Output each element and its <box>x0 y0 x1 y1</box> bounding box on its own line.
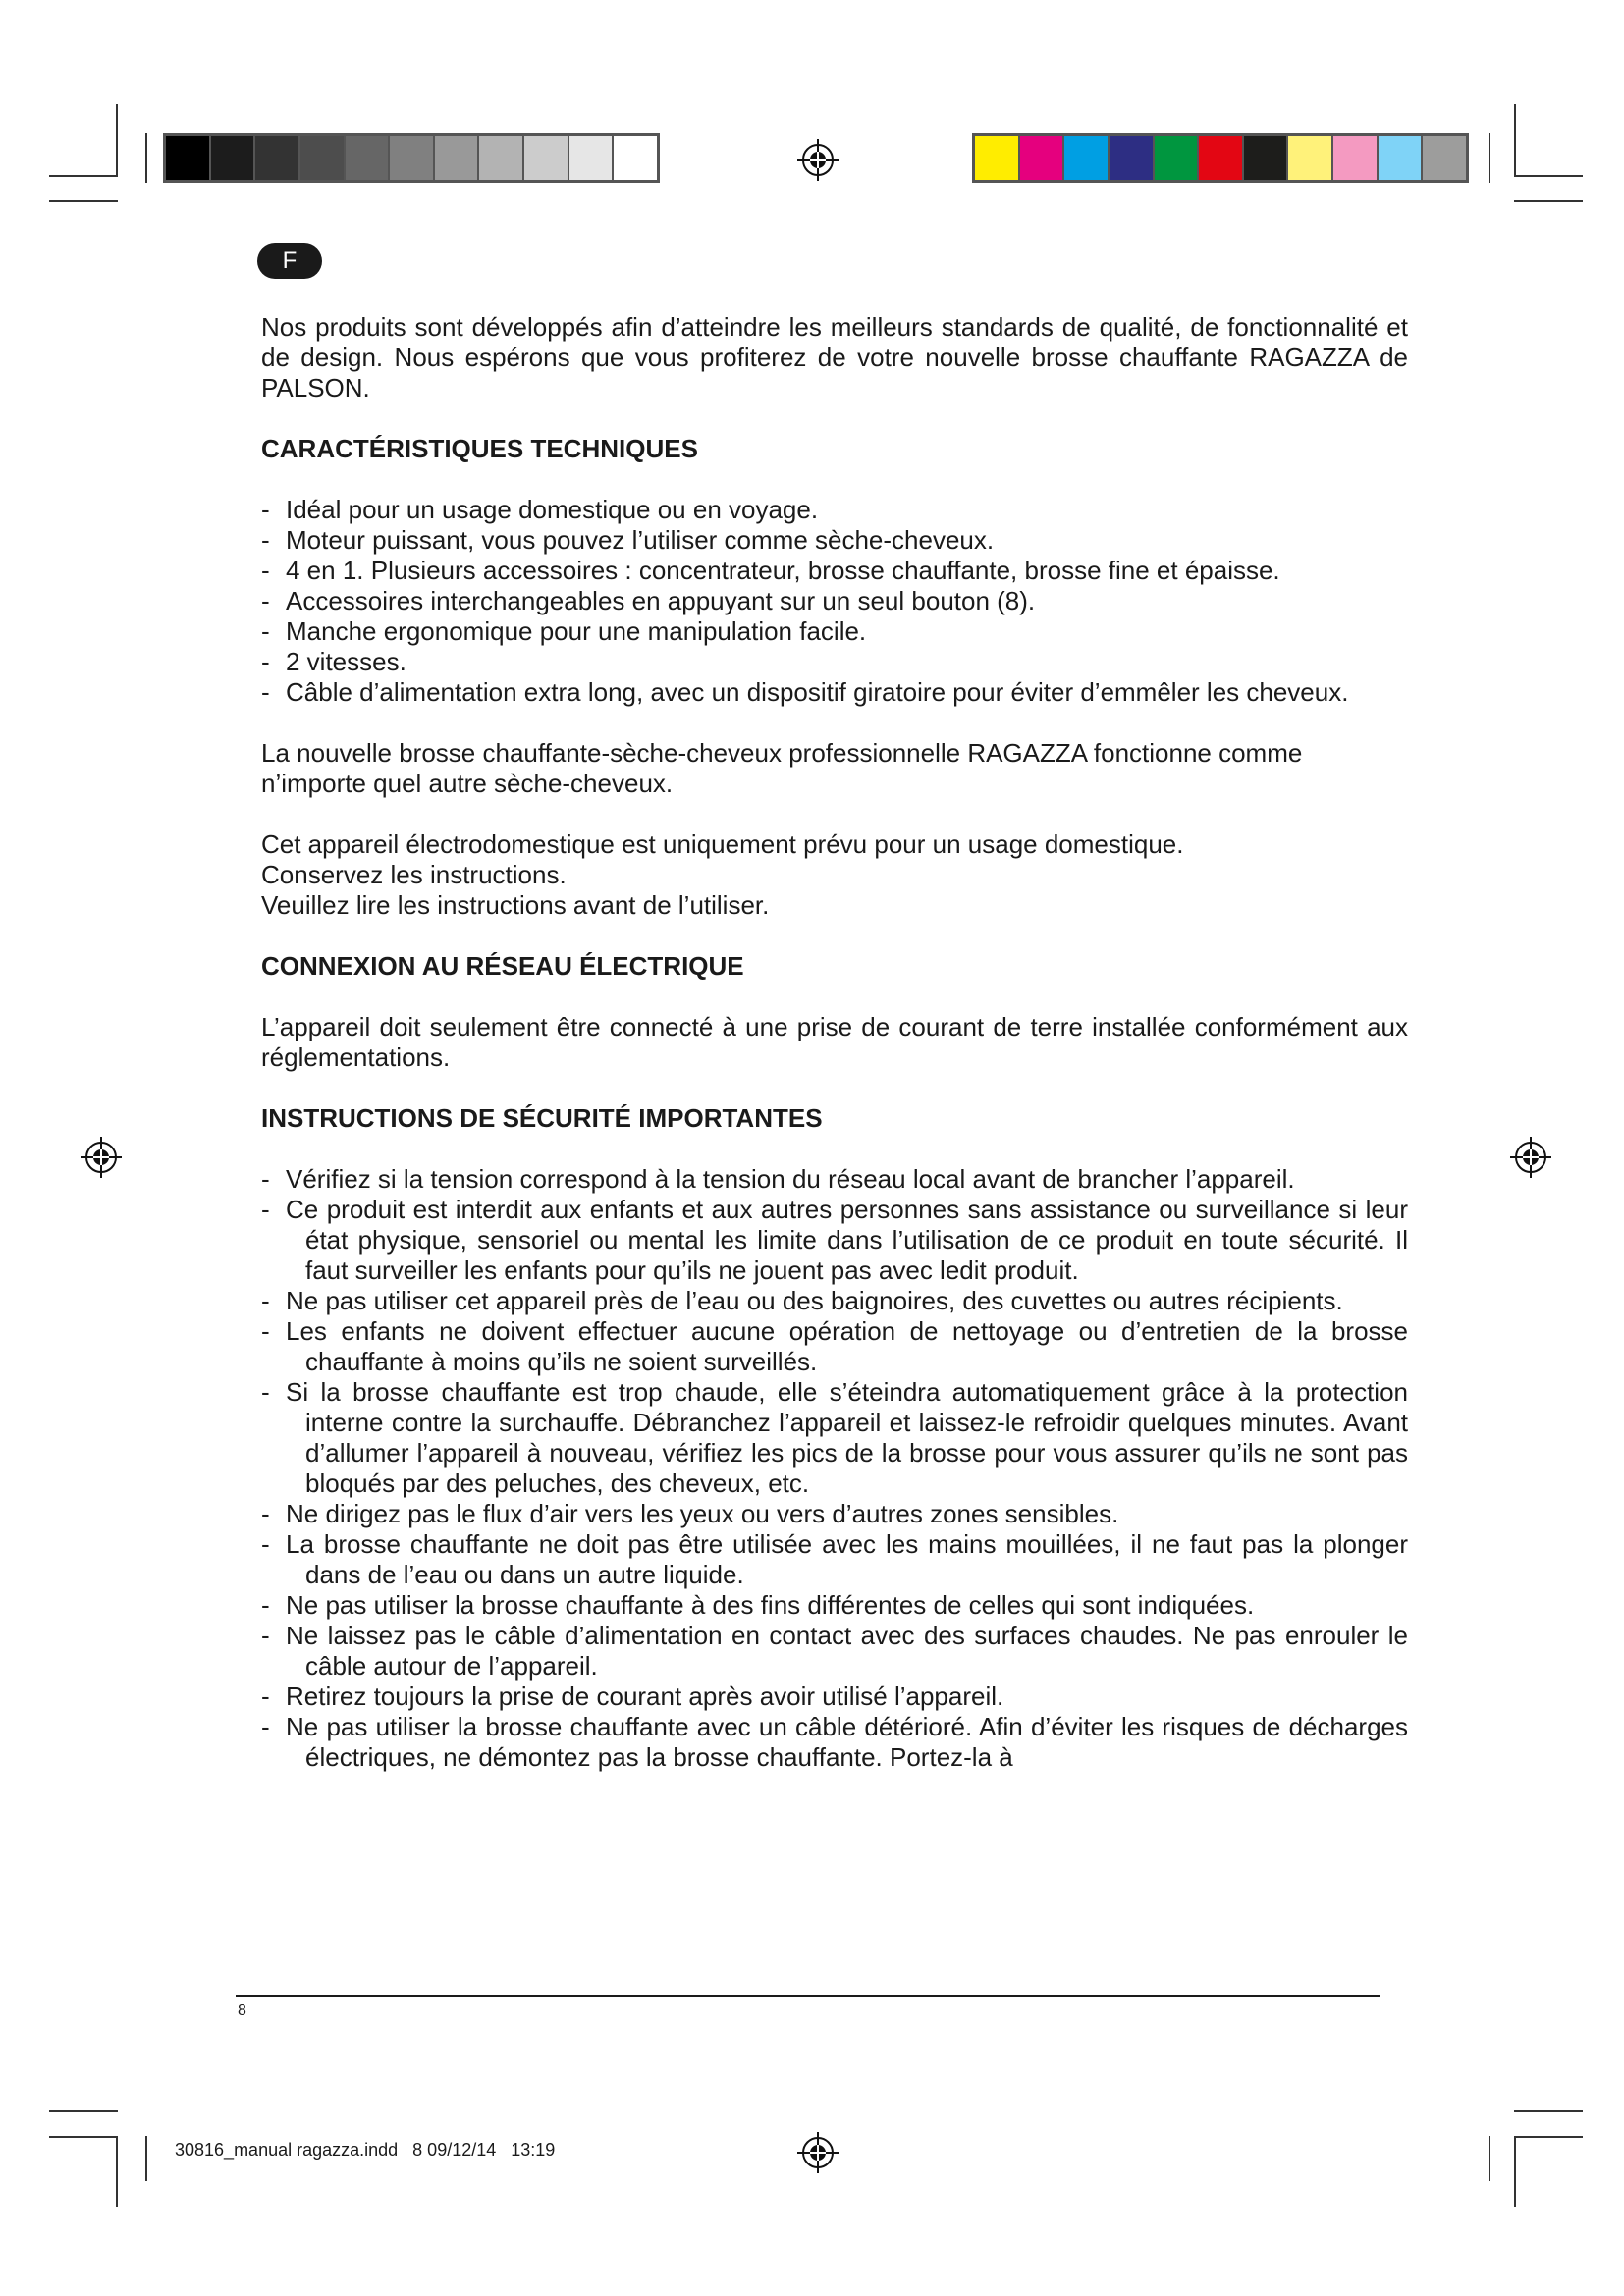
color-swatch <box>1333 136 1379 180</box>
crop-mark <box>116 2136 118 2207</box>
color-swatch <box>346 136 391 180</box>
color-swatch <box>1155 136 1200 180</box>
list-item: - Ce produit est interdit aux enfants et aux autres personnes sans assistance ou surveillance si leur état physique, sensoriel ou mental les limite dans l’utilisation de ce produit en toute sécurité. Il faut surveiller les enfants pour qu’ils ne jouent pas avec ledit produit. <box>261 1195 1408 1286</box>
crop-mark <box>49 2110 118 2112</box>
section-heading-safety: INSTRUCTIONS DE SÉCURITÉ IMPORTANTES <box>261 1103 823 1133</box>
color-swatch <box>166 136 211 180</box>
crop-mark <box>1514 2110 1583 2112</box>
list-item: - Accessoires interchangeables en appuyant sur un seul bouton (8). <box>261 586 1408 616</box>
color-swatch <box>975 136 1020 180</box>
list-item: - La brosse chauffante ne doit pas être utilisée avec les mains mouillées, il ne faut pas la plonger dans de l’eau ou dans un autre liquide. <box>261 1529 1408 1590</box>
color-swatch <box>211 136 256 180</box>
list-item: - Ne dirigez pas le flux d’air vers les yeux ou vers d’autres zones sensibles. <box>261 1499 1408 1529</box>
list-item: - Câble d’alimentation extra long, avec un dispositif giratoire pour éviter d’emmêler les cheveux. <box>261 677 1408 708</box>
crop-mark <box>49 175 118 177</box>
list-item: - 4 en 1. Plusieurs accessoires : concentrateur, brosse chauffante, brosse fine et épaisse. <box>261 556 1408 586</box>
color-swatch <box>1110 136 1155 180</box>
list-item: - Ne pas utiliser la brosse chauffante avec un câble détérioré. Afin d’éviter les risques de décharges électriques, ne démontez pas la brosse chauffante. Portez-la à <box>261 1712 1408 1773</box>
color-swatch <box>524 136 569 180</box>
list-item: - Vérifiez si la tension correspond à la tension du réseau local avant de brancher l’appareil. <box>261 1164 1408 1195</box>
crop-mark <box>1514 200 1583 202</box>
color-swatch <box>479 136 524 180</box>
footer-rule <box>236 1995 1380 1997</box>
registration-mark-icon <box>79 1135 124 1180</box>
list-item: - Les enfants ne doivent effectuer aucune opération de nettoyage ou d’entretien de la brosse chauffante à moins qu’ils ne soient surveillés. <box>261 1316 1408 1377</box>
intro-paragraph: Nos produits sont développés afin d’atteindre les meilleurs standards de qualité, de fonctionnalité et de design. Nous espérons que vous profiterez de votre nouvelle brosse chauffante RAGAZZA de PALSON. <box>261 312 1408 402</box>
color-swatch <box>569 136 615 180</box>
crop-mark <box>145 133 147 183</box>
list-item: - Idéal pour un usage domestique ou en voyage. <box>261 495 1408 525</box>
paragraph-3-line: Conservez les instructions. <box>261 860 567 889</box>
paragraph-2: La nouvelle brosse chauffante-sèche-cheveux professionnelle RAGAZZA fonctionne comme n’importe quel autre sèche-cheveux. <box>261 738 1303 798</box>
tech-list <box>261 495 1408 708</box>
crop-mark <box>1514 2136 1516 2207</box>
registration-mark-icon <box>795 137 840 183</box>
section-heading-tech: CARACTÉRISTIQUES TECHNIQUES <box>261 434 698 463</box>
print-slug: 30816_manual ragazza.indd 8 09/12/14 13:19 <box>175 2140 556 2160</box>
list-item: - Ne pas utiliser la brosse chauffante à des fins différentes de celles qui sont indiquées. <box>261 1590 1408 1621</box>
crop-mark <box>1489 2136 1490 2181</box>
crop-mark <box>1514 104 1516 175</box>
page-number: 8 <box>238 2002 246 2019</box>
grayscale-color-bar <box>163 133 660 183</box>
color-swatch <box>1379 136 1424 180</box>
list-item: - Ne pas utiliser cet appareil près de l’eau ou des baignoires, des cuvettes ou autres récipients. <box>261 1286 1408 1316</box>
color-swatch <box>1064 136 1110 180</box>
color-swatch <box>1199 136 1244 180</box>
color-swatch <box>614 136 657 180</box>
list-item: - Moteur puissant, vous pouvez l’utiliser comme sèche-cheveux. <box>261 525 1408 556</box>
crop-mark <box>49 200 118 202</box>
crop-mark <box>1489 133 1490 183</box>
section-heading-connexion: CONNEXION AU RÉSEAU ÉLECTRIQUE <box>261 951 744 981</box>
color-swatch <box>1020 136 1065 180</box>
color-swatch <box>300 136 346 180</box>
crop-mark <box>145 2136 147 2181</box>
list-item: - 2 vitesses. <box>261 647 1408 677</box>
color-swatch <box>390 136 435 180</box>
list-item: - Manche ergonomique pour une manipulation facile. <box>261 616 1408 647</box>
safety-list <box>261 1164 1408 1773</box>
color-swatch <box>255 136 300 180</box>
color-swatch <box>1288 136 1333 180</box>
list-item: - Si la brosse chauffante est trop chaude, elle s’éteindra automatiquement grâce à la protection interne contre la surchauffe. Débranchez l’appareil et laissez-le refroidir quelques minutes. Avant d’allumer l’appareil à nouveau, vérifiez les pics de la brosse pour vous assurer qu’ils ne sont pas bloqués par des peluches, des cheveux, etc. <box>261 1377 1408 1499</box>
language-badge: F <box>257 243 322 279</box>
connexion-paragraph: L’appareil doit seulement être connecté à une prise de courant de terre installée conformément aux réglementations. <box>261 1012 1408 1072</box>
color-swatch <box>435 136 480 180</box>
registration-mark-icon <box>1508 1135 1553 1180</box>
process-color-bar <box>972 133 1469 183</box>
crop-mark <box>116 104 118 175</box>
list-item: - Ne laissez pas le câble d’alimentation en contact avec des surfaces chaudes. Ne pas enrouler le câble autour de l’appareil. <box>261 1621 1408 1682</box>
registration-mark-icon <box>795 2130 840 2175</box>
crop-mark <box>1514 2136 1583 2138</box>
manual-body <box>261 312 1408 1773</box>
crop-mark <box>1514 175 1583 177</box>
crop-mark <box>49 2136 118 2138</box>
color-swatch <box>1423 136 1466 180</box>
paragraph-3-line: Veuillez lire les instructions avant de l’utiliser. <box>261 890 770 920</box>
paragraph-3-line: Cet appareil électrodomestique est uniquement prévu pour un usage domestique. <box>261 829 1184 859</box>
list-item: - Retirez toujours la prise de courant après avoir utilisé l’appareil. <box>261 1682 1408 1712</box>
color-swatch <box>1244 136 1289 180</box>
